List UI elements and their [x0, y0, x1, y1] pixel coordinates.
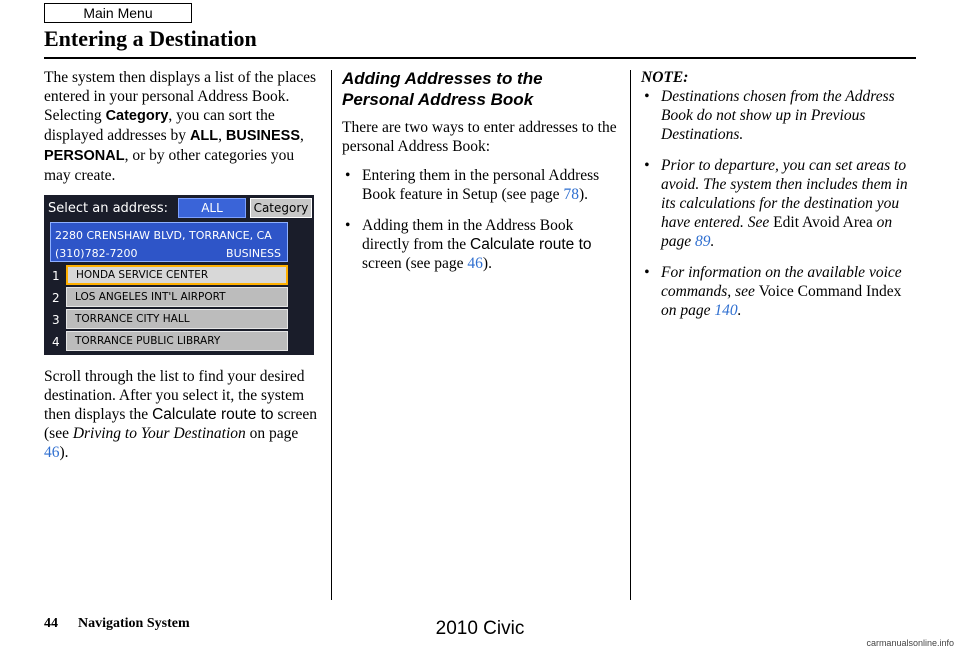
- category-term: Category: [105, 108, 169, 124]
- list-item-label[interactable]: TORRANCE CITY HALL: [66, 309, 288, 329]
- page-number: 44: [44, 616, 58, 631]
- personal-term: PERSONAL: [44, 148, 125, 164]
- list-item[interactable]: 1 HONDA SERVICE CENTER: [44, 265, 288, 285]
- list-item: • Destinations chosen from the Address Book do not show up in Previous Destinations.: [641, 87, 919, 144]
- column-1: [44, 68, 320, 472]
- address-phone: (310)782-7200: [55, 247, 138, 260]
- notes-list: [641, 87, 919, 320]
- column-divider-1: [331, 70, 332, 600]
- list-item: • For information on the available voice commands, see Voice Command Index on page 140.: [641, 263, 919, 320]
- note-label: NOTE:: [641, 69, 689, 86]
- list-item: • Entering them in the personal Address Book feature in Setup (see page 78).: [342, 166, 618, 204]
- address-preview: [50, 222, 288, 262]
- address-type: BUSINESS: [226, 247, 281, 260]
- watermark: carmanualsonline.info: [866, 638, 954, 648]
- page-title: Entering a Destination: [44, 26, 257, 51]
- list-item[interactable]: 3 TORRANCE CITY HALL: [44, 309, 288, 329]
- intro-paragraph: The system then displays a list of the places entered in your personal Address Book. Selecting Category, you can sort the displayed addresses by ALL, BUSINESS, PERSONAL, or by other categories you may create.: [44, 69, 317, 184]
- section-intro: There are two ways to enter addresses to the personal Address Book:: [342, 119, 617, 155]
- all-tab[interactable]: ALL: [178, 198, 246, 218]
- page-link-46[interactable]: 46: [467, 255, 483, 272]
- page-link-89[interactable]: 89: [695, 233, 711, 250]
- main-menu-button[interactable]: Main Menu: [44, 3, 192, 23]
- screen-prompt: Select an address:: [48, 201, 169, 216]
- title-rule: [44, 57, 916, 59]
- list-item: • Adding them in the Address Book directly from the Calculate route to screen (see page 46).: [342, 216, 618, 273]
- section-heading: Adding Addresses to the Personal Address Book: [342, 69, 543, 109]
- list-item[interactable]: 2 LOS ANGELES INT'L AIRPORT: [44, 287, 288, 307]
- calculate-route-term: Calculate route to: [470, 236, 592, 253]
- column-2: [342, 68, 618, 285]
- category-tab[interactable]: Category: [250, 198, 312, 218]
- list-item-label[interactable]: TORRANCE PUBLIC LIBRARY: [66, 331, 288, 351]
- voice-command-index-ref: Voice Command Index: [758, 283, 902, 300]
- address-line: 2280 CRENSHAW BLVD, TORRANCE, CA: [55, 229, 272, 242]
- list-item-label[interactable]: HONDA SERVICE CENTER: [66, 265, 288, 285]
- calculate-route-term: Calculate route to: [152, 406, 274, 423]
- page-link-140[interactable]: 140: [714, 302, 738, 319]
- page-link-78[interactable]: 78: [563, 186, 579, 203]
- footer-section: Navigation System: [78, 616, 190, 631]
- column-3: [641, 68, 919, 332]
- edit-avoid-area-ref: Edit Avoid Area: [773, 214, 873, 231]
- page-link-46[interactable]: 46: [44, 444, 60, 461]
- navigation-screen: [44, 195, 314, 355]
- all-term: ALL: [189, 128, 219, 144]
- footer-model: 2010 Civic: [435, 618, 525, 639]
- scroll-paragraph: Scroll through the list to find your desired destination. After you select it, the system then displays the Calculate route to screen (see Driving to Your Destination on page 46).: [44, 368, 318, 461]
- business-term: BUSINESS: [225, 128, 301, 144]
- list-item: • Prior to departure, you can set areas to avoid. The system then includes them in its calculations for the destination you have entered. See Edit Avoid Area on page 89.: [641, 156, 919, 251]
- column-divider-2: [630, 70, 631, 600]
- list-item-label[interactable]: LOS ANGELES INT'L AIRPORT: [66, 287, 288, 307]
- list-item[interactable]: 4 TORRANCE PUBLIC LIBRARY: [44, 331, 288, 351]
- ways-list: [342, 166, 618, 273]
